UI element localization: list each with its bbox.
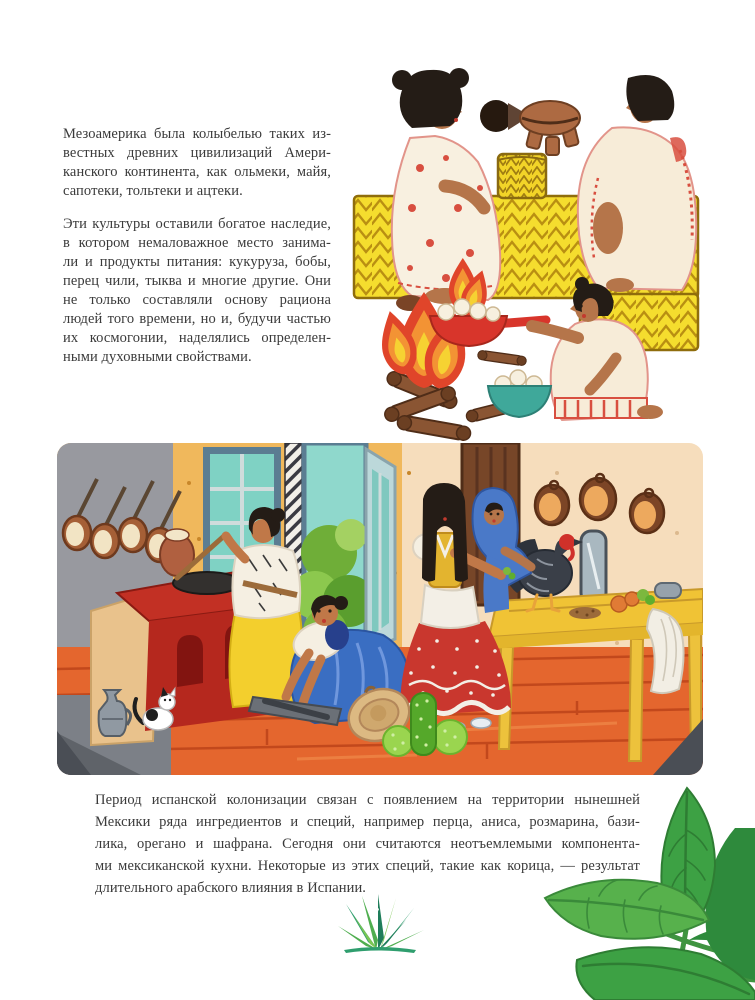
text-line: длительного арабского влияния в Испании.	[95, 880, 367, 896]
text-line: лика, орегано и шафрана. Сегодня они считаются неотъемлемыми компонента-	[95, 836, 640, 852]
seated-woman	[392, 68, 500, 311]
text-line: не только составляли основу рациона	[63, 292, 331, 308]
text-line: канского континента, как ольмеки, майя,	[63, 164, 331, 180]
leaves-icon	[539, 780, 755, 1000]
text-line: их космогонии, наделялись определен-	[63, 330, 331, 346]
page-number: 7	[370, 905, 380, 926]
text-line: ми мексиканской кухни. Некоторые из этих специй, такие как корица, — результат	[95, 858, 640, 874]
wall-mirror	[581, 531, 606, 603]
text-line: перец чили, тыква и многие другие. Они	[63, 273, 331, 289]
intro-text-block	[63, 125, 331, 381]
text-line: Эти культуры оставили богатое наследие,	[63, 216, 331, 232]
text-line: вестных древних цивилизаций Амери-	[63, 145, 331, 161]
leaf-decoration	[539, 780, 755, 1000]
woven-basket	[498, 154, 546, 198]
molcajete-bowl	[520, 101, 580, 155]
text-line: в котором немаловажное место занима-	[63, 235, 331, 251]
paragraph-heritage	[63, 215, 331, 367]
open-door-garden	[291, 443, 395, 653]
text-line: людей того времени, но и, будучи частью	[63, 311, 331, 327]
paragraph-mesoamerica	[63, 125, 331, 201]
text-line: ными духовными свойствами.	[63, 349, 252, 365]
agave-page-number	[326, 892, 432, 956]
text-line: Мезоамерика была колыбелью таких из-	[63, 126, 331, 142]
text-line: сапотеки, тольтеки и ацтеки.	[63, 183, 243, 199]
text-line: Период испанской колонизации связан с появлением на территории нынешней	[95, 792, 640, 808]
illustration-colonial-kitchen	[57, 443, 703, 775]
illustration-mesoamerican-cooking	[350, 58, 700, 443]
seated-man	[578, 75, 696, 292]
text-line: ли и продукты питания: кукуруза, бобы,	[63, 254, 331, 270]
text-line: Мексики ряда ингредиентов и специй, например перца, аниса, розмарина, бази-	[95, 814, 640, 830]
